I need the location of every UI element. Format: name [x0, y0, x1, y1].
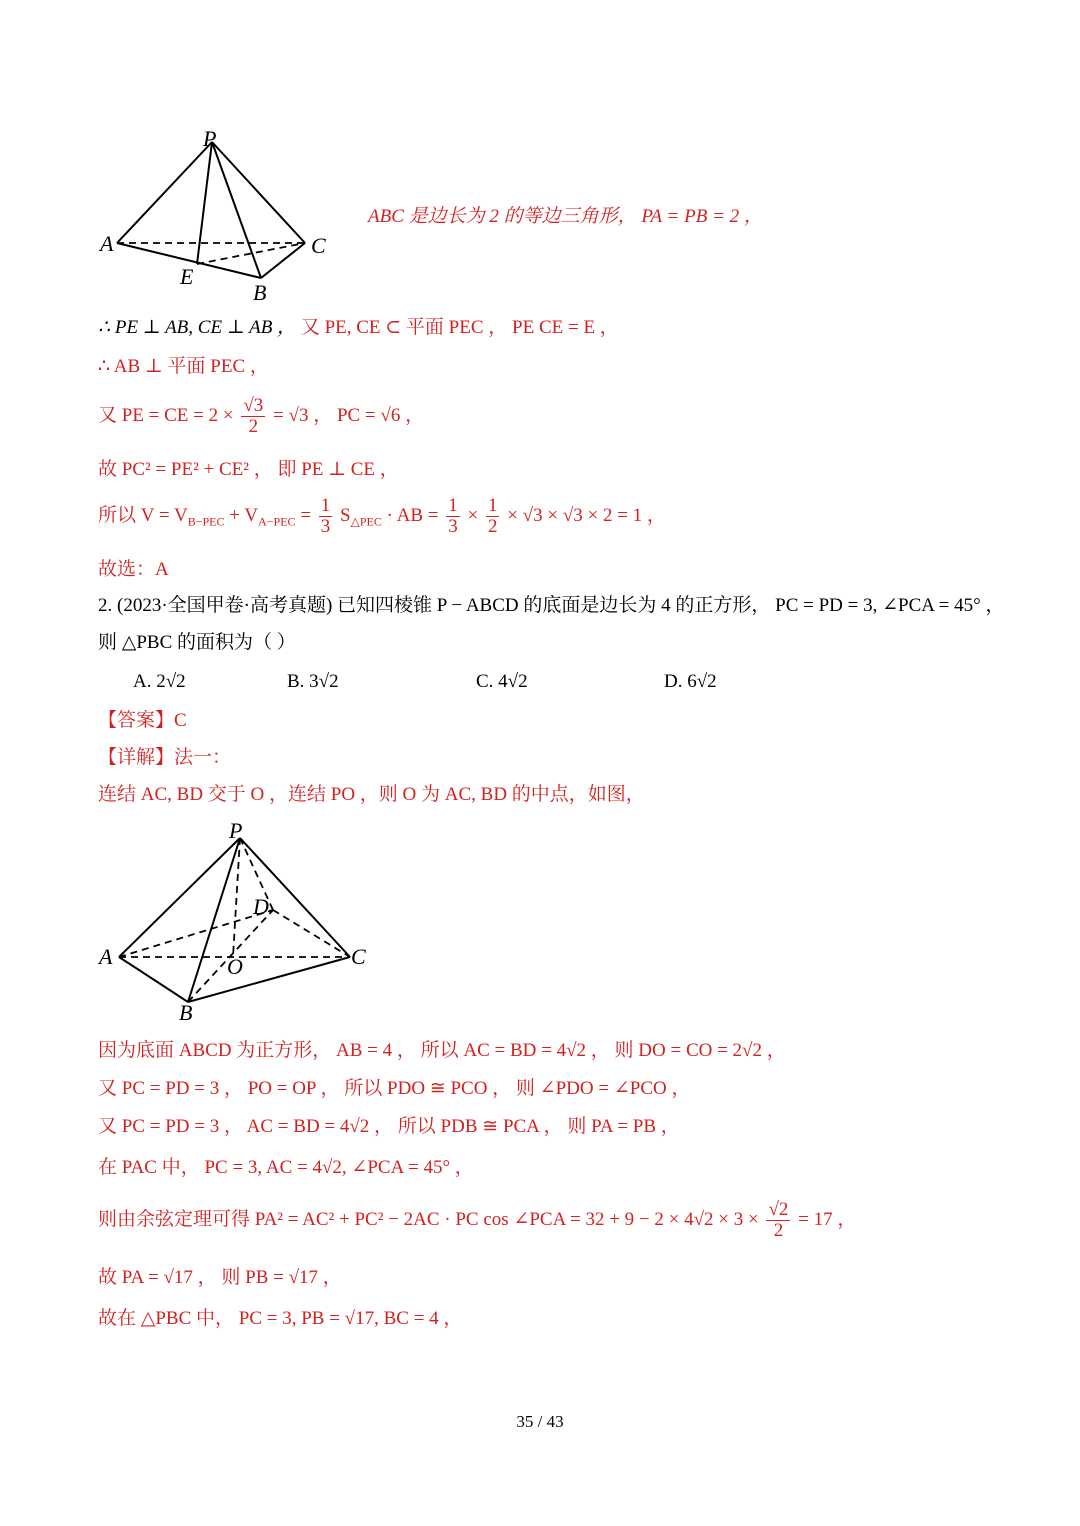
detail-line-1: 连结 AC, BD 交于 O ，连结 PO ，则 O 为 AC, BD 的中点，如图，: [98, 784, 645, 805]
page-number: 35 / 43: [516, 1412, 564, 1431]
option-d: D. 6√2: [664, 671, 717, 692]
option-c: C. 4√2: [476, 671, 528, 692]
sol-line-3: 又 PE = CE = 2 × $\frac{√3}{2}$ = √3 ， PC = √6 ，: [98, 395, 425, 437]
given-text: ABC 是边长为 2 的等边三角形， PA = PB = 2 ，: [368, 206, 763, 227]
label-c2: C: [351, 944, 366, 969]
option-b: B. 3√2: [287, 671, 339, 692]
choice-line: 故选：A: [98, 559, 169, 580]
sol-line-2: ∴ AB ⊥ 平面 PEC ，: [98, 356, 269, 377]
detail-line-6: 则由余弦定理可得 PA² = AC² + PC² − 2AC · PC cos ∠PCA = 32 + 9 − 2 × 4√2 × 3 × $\frac{√2}{2}$ = 17 ，: [98, 1199, 857, 1241]
label-a2: A: [99, 944, 113, 969]
label-e: E: [180, 264, 194, 289]
figure-pyramid: [95, 818, 385, 1028]
detail-line-2: 因为底面 ABCD 为正方形， AB = 4 ， 所以 AC = BD = 4√2 ， 则 DO = CO = 2√2 ，: [98, 1040, 786, 1061]
figure-tetrahedron: [95, 120, 345, 310]
sol-line-5: 所以 $V = V_{B-PEC} + V_{A-PEC}$ = $\frac{1}{3}$ $S_{\triangle PEC}$ · AB = $\frac{1}{3}$ × $\frac{1}{2}$ × √3 × √3 × 2 = 1 ，: [98, 495, 666, 537]
sol-line-1-black: ∴ PE ⊥ AB, CE ⊥ AB ，: [98, 317, 297, 338]
option-a: A. 2√2: [133, 671, 186, 692]
sol-line-1: [98, 316, 619, 340]
label-c: C: [311, 233, 326, 258]
label-b2: B: [179, 1000, 193, 1025]
frac-den: 2: [248, 416, 259, 437]
sol-line-1-red: 又 PE, CE ⊂ 平面 PEC ， PE CE = E ，: [300, 317, 619, 338]
question2-line2: 则 △PBC 的面积为（ ）: [98, 632, 296, 653]
detail-line-4: 又 PC = PD = 3 ， AC = BD = 4√2 ， 所以 PDB ≅ PCA ， 则 PA = PB ，: [98, 1116, 680, 1137]
detail-line-5: 在 PAC 中， PC = 3, AC = 4√2, ∠PCA = 45° ，: [98, 1157, 474, 1178]
detail-line-3: 又 PC = PD = 3 ， PO = OP ， 所以 PDO ≅ PCO ， 则 ∠PDO = ∠PCO ，: [98, 1078, 691, 1099]
label-a: A: [100, 231, 114, 256]
detail-head: 【详解】法一：: [98, 747, 232, 768]
answer-line: 【答案】C: [98, 710, 187, 731]
sol-line-4: 故 PC² = PE² + CE² ， 即 PE ⊥ CE ，: [98, 459, 399, 480]
label-o2: O: [227, 954, 243, 979]
label-b: B: [253, 280, 267, 305]
detail-line-8: 故在 △PBC 中， PC = 3, PB = √17, BC = 4 ，: [98, 1308, 463, 1329]
question2-line1: 2. (2023·全国甲卷·高考真题) 已知四棱锥 P − ABCD 的底面是边长为 4 的正方形， PC = PD = 3, ∠PCA = 45° ，: [98, 595, 1005, 616]
label-p2: P: [229, 818, 243, 843]
label-p: P: [203, 126, 217, 151]
label-d2: D: [253, 894, 269, 919]
frac-num: √3: [243, 395, 264, 416]
detail-line-7: 故 PA = √17 ， 则 PB = √17 ，: [98, 1267, 342, 1288]
